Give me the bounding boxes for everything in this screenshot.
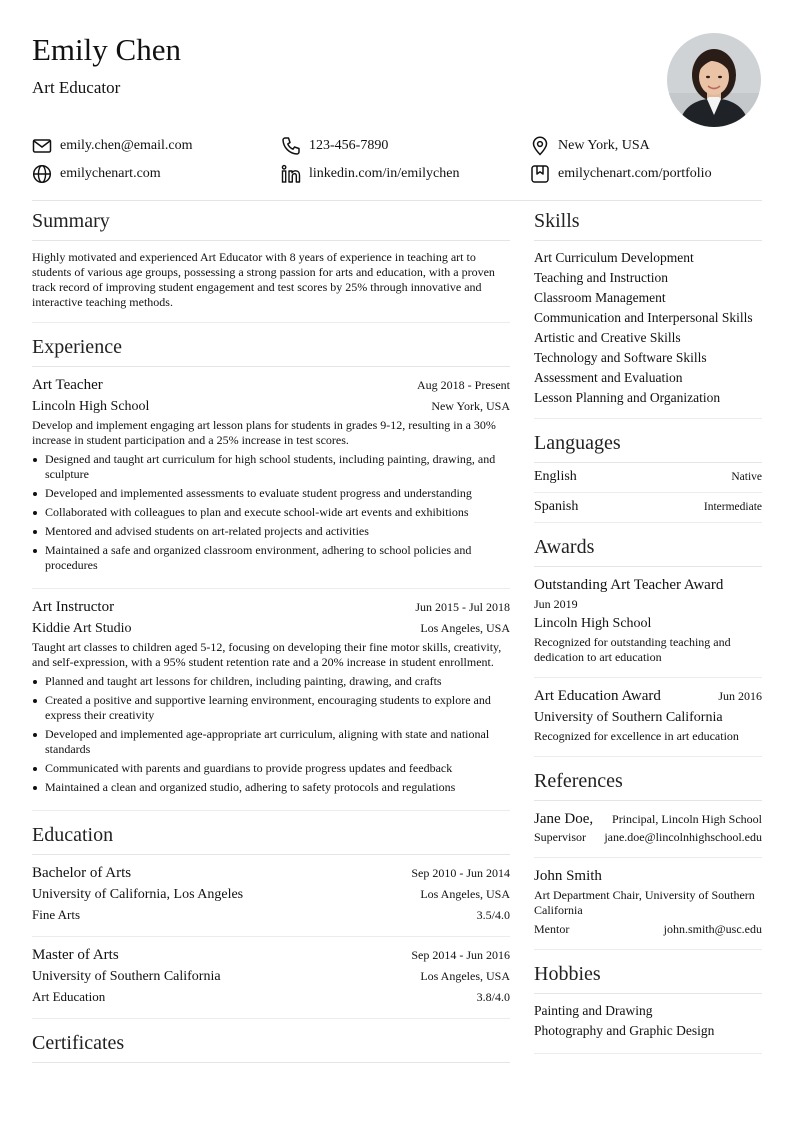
awards-section xyxy=(534,533,762,757)
side-column xyxy=(534,207,762,1064)
hobbies-heading: Hobbies xyxy=(534,960,762,994)
skill-item: Technology and Software Skills xyxy=(534,350,707,365)
degree-name: Master of Arts xyxy=(32,947,119,963)
bullet-item: Collaborated with colleagues to plan and execute school-wide art events and exhibitions xyxy=(32,505,510,520)
hobby-item: Photography and Graphic Design xyxy=(534,1023,715,1038)
job-bullets xyxy=(32,674,510,795)
education-entry xyxy=(32,937,510,1019)
reference-entry xyxy=(534,858,762,950)
job-location: New York, USA xyxy=(431,399,510,413)
summary-section xyxy=(32,207,510,323)
references-section xyxy=(534,767,762,950)
school-name: University of California, Los Angeles xyxy=(32,887,244,902)
award-entry xyxy=(534,567,762,678)
bullet-item: Maintained a safe and organized classroom environment, adhering to school policies and procedures xyxy=(32,543,510,573)
language-row xyxy=(534,463,762,493)
award-date: Jun 2016 xyxy=(718,689,762,703)
globe-icon xyxy=(32,164,52,184)
contact-email[interactable] xyxy=(32,134,193,158)
reference-email[interactable]: jane.doe@lincolnhighschool.edu xyxy=(604,830,762,844)
language-level: Native xyxy=(731,471,762,483)
reference-entry xyxy=(534,801,762,858)
reference-position: Principal, Lincoln High School xyxy=(612,812,762,826)
awards-heading: Awards xyxy=(534,533,762,567)
contact-portfolio[interactable] xyxy=(530,162,712,186)
award-title: Art Education Award xyxy=(534,688,661,704)
award-entry xyxy=(534,678,762,757)
degree-name: Bachelor of Arts xyxy=(32,865,132,881)
contact-phone[interactable] xyxy=(281,134,388,158)
job-dates: Jun 2015 - Jul 2018 xyxy=(415,600,510,614)
experience-entry xyxy=(32,589,510,811)
phone-text: 123-456-7890 xyxy=(309,138,389,153)
main-column xyxy=(32,207,510,1073)
references-heading: References xyxy=(534,767,762,801)
education-dates: Sep 2014 - Jun 2016 xyxy=(411,948,510,962)
field-of-study: Art Education xyxy=(32,989,106,1004)
summary-text: Highly motivated and experienced Art Educator with 8 years of experience in teaching art to students of various age groups, possessing a strong passion for arts and education, with a proven track record of improving student engagement and test scores by 25% through innovative and interactive teaching methods. xyxy=(32,250,510,323)
skill-item: Teaching and Instruction xyxy=(534,270,669,285)
reference-email[interactable]: john.smith@usc.edu xyxy=(663,922,762,936)
phone-icon xyxy=(281,136,301,156)
school-name: University of Southern California xyxy=(32,969,221,984)
location-text: New York, USA xyxy=(558,138,650,153)
profile-photo-illustration xyxy=(667,33,761,127)
skill-item: Classroom Management xyxy=(534,290,666,305)
school-location: Los Angeles, USA xyxy=(420,887,510,901)
candidate-name: Emily Chen xyxy=(32,32,181,67)
portfolio-text: emilychenart.com/portfolio xyxy=(558,166,712,181)
reference-name: John Smith xyxy=(534,868,602,884)
job-location: Los Angeles, USA xyxy=(420,621,510,635)
school-location: Los Angeles, USA xyxy=(420,969,510,983)
job-description: Taught art classes to children aged 5-12, focusing on developing their fine motor skills, creativity, and self-expression, with a 95% student retention rate and a 20% increase in student enrollment. xyxy=(32,640,502,669)
job-title: Art Teacher xyxy=(32,377,103,393)
skills-list xyxy=(534,241,762,419)
award-org: University of Southern California xyxy=(534,710,723,725)
language-name: English xyxy=(534,469,577,484)
mail-icon xyxy=(32,136,52,156)
contact-location xyxy=(530,134,650,158)
award-description: Recognized for outstanding teaching and dedication to art education xyxy=(534,635,731,664)
reference-relation: Supervisor xyxy=(534,830,586,844)
skill-item: Lesson Planning and Organization xyxy=(534,390,721,405)
reference-relation: Mentor xyxy=(534,922,570,936)
job-title: Art Instructor xyxy=(32,599,115,615)
skills-heading: Skills xyxy=(534,207,762,241)
experience-entry xyxy=(32,367,510,589)
website-text: emilychenart.com xyxy=(60,166,161,181)
bullet-item: Maintained a clean and organized studio, adhering to safety protocols and regulations xyxy=(32,780,510,795)
linkedin-icon xyxy=(281,164,301,184)
profile-photo xyxy=(667,33,761,127)
job-bullets xyxy=(32,452,510,573)
certificates-section xyxy=(32,1029,510,1063)
bookmark-icon xyxy=(530,164,550,184)
hobby-item: Painting and Drawing xyxy=(534,1003,653,1018)
map-pin-icon xyxy=(530,136,550,156)
language-name: Spanish xyxy=(534,499,579,514)
candidate-title: Art Educator xyxy=(32,78,121,97)
education-section xyxy=(32,821,510,1019)
job-dates: Aug 2018 - Present xyxy=(417,378,510,392)
hobbies-section xyxy=(534,960,762,1054)
job-description: Develop and implement engaging art lesson plans for students in grades 9-12, resulting in a 30% increase in student participation and a 25% increase in test scores. xyxy=(32,418,496,447)
gpa: 3.5/4.0 xyxy=(476,908,510,922)
education-heading: Education xyxy=(32,821,510,855)
bullet-item: Mentored and advised students on art-related projects and activities xyxy=(32,524,510,539)
email-text: emily.chen@email.com xyxy=(60,138,193,153)
experience-heading: Experience xyxy=(32,333,510,367)
bullet-item: Designed and taught art curriculum for high school students, including painting, drawing, and sculpture xyxy=(32,452,510,482)
bullet-item: Planned and taught art lessons for children, including painting, drawing, and crafts xyxy=(32,674,510,689)
summary-heading: Summary xyxy=(32,207,510,241)
education-dates: Sep 2010 - Jun 2014 xyxy=(411,866,510,880)
award-org: Lincoln High School xyxy=(534,616,652,631)
contact-linkedin[interactable] xyxy=(281,162,459,186)
reference-name: Jane Doe, xyxy=(534,811,594,827)
skill-item: Communication and Interpersonal Skills xyxy=(534,310,753,325)
language-row xyxy=(534,493,762,523)
award-description: Recognized for excellence in art education xyxy=(534,729,739,743)
contact-section xyxy=(32,134,762,190)
skill-item: Art Curriculum Development xyxy=(534,250,694,265)
linkedin-text: linkedin.com/in/emilychen xyxy=(309,166,460,181)
experience-section xyxy=(32,333,510,811)
languages-section xyxy=(534,429,762,523)
employer-name: Kiddie Art Studio xyxy=(32,621,132,636)
bullet-item: Communicated with parents and guardians to provide progress updates and feedback xyxy=(32,761,510,776)
hobbies-list xyxy=(534,994,762,1054)
bullet-item: Created a positive and supportive learning environment, encouraging students to explore and express their creativity xyxy=(32,693,510,723)
employer-name: Lincoln High School xyxy=(32,399,150,414)
bullet-item: Developed and implemented age-appropriate art curriculum, aligning with state and national standards xyxy=(32,727,510,757)
gpa: 3.8/4.0 xyxy=(476,990,510,1004)
award-title: Outstanding Art Teacher Award xyxy=(534,577,724,593)
language-level: Intermediate xyxy=(703,501,762,513)
contact-website[interactable] xyxy=(32,162,161,186)
education-entry xyxy=(32,855,510,937)
skill-item: Artistic and Creative Skills xyxy=(534,330,681,345)
award-date: Jun 2019 xyxy=(534,597,578,611)
certificates-heading: Certificates xyxy=(32,1029,510,1063)
skill-item: Assessment and Evaluation xyxy=(534,370,683,385)
skills-section xyxy=(534,207,762,419)
reference-position: Art Department Chair, University of Southern California xyxy=(534,888,755,917)
bullet-item: Developed and implemented assessments to evaluate student progress and understanding xyxy=(32,486,510,501)
languages-heading: Languages xyxy=(534,429,762,463)
field-of-study: Fine Arts xyxy=(32,907,81,922)
header-divider xyxy=(32,200,762,201)
